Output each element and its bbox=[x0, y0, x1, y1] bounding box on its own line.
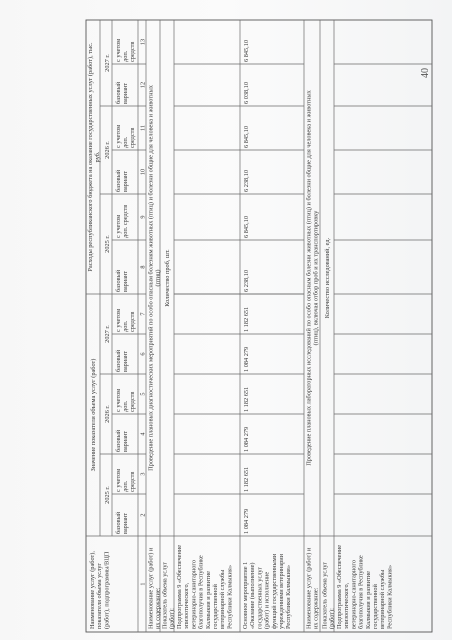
indicator1-text: Количество проб, шт. bbox=[164, 249, 171, 307]
volume-header: Значение показателя объема услуг (работ) bbox=[90, 358, 97, 472]
base-variant-header: базовый bbox=[115, 349, 122, 372]
service2-label: их содержание: bbox=[312, 587, 320, 629]
column-number: 11 bbox=[139, 124, 147, 132]
service1-label: их содержание: bbox=[154, 587, 162, 629]
column-number: 7 bbox=[139, 312, 147, 316]
subprogram1-text: государственной bbox=[212, 584, 219, 629]
measure-text: «Оказание (выполнение) bbox=[249, 562, 257, 629]
with-funds-header: доп. bbox=[122, 50, 129, 62]
with-funds-header: с учетом bbox=[115, 308, 122, 332]
subprogram2-text: Подпрограмма 9 «Обеспечение bbox=[336, 545, 343, 629]
column-number: 12 bbox=[139, 81, 147, 89]
expense-header: руб. bbox=[94, 151, 101, 163]
measure-text: функций государственными bbox=[270, 553, 278, 629]
indicator2-text: Количество исследований, ед. bbox=[324, 237, 331, 319]
column-number: 8 bbox=[139, 265, 147, 269]
year-label: 2026 г. bbox=[104, 405, 111, 423]
expense-header: Расходы республиканского бюджета на оказание государственных услуг (работ), тыс. bbox=[87, 42, 94, 272]
base-variant-header: вариант bbox=[122, 350, 129, 372]
service2-label: Наименование услуг (работ) и bbox=[305, 547, 313, 629]
with-funds-header: средств bbox=[129, 41, 136, 62]
column-number: 10 bbox=[139, 168, 147, 176]
base-variant-header: вариант bbox=[122, 170, 129, 192]
base-variant-header: вариант bbox=[122, 270, 129, 292]
col-name-header: (работ), подпрограммы/ВЦП bbox=[103, 551, 111, 629]
column-number: 2 bbox=[139, 513, 147, 517]
measure-value: 1 182 651 bbox=[243, 466, 250, 492]
base-variant-header: вариант bbox=[122, 512, 129, 534]
subprogram1-text: эпизоотического, bbox=[183, 582, 191, 629]
with-funds-header: с учетом bbox=[115, 38, 122, 62]
with-funds-header: доп. bbox=[122, 400, 129, 412]
column-number: 9 bbox=[139, 215, 147, 219]
base-variant-header: базовый bbox=[115, 429, 122, 452]
subprogram2-text: ветеринарно-санитарного bbox=[350, 560, 358, 629]
subprogram2-text: благополучия в Республике bbox=[357, 555, 365, 629]
subprogram1-text: Калмыкия и развитие bbox=[204, 571, 212, 629]
base-variant-header: вариант bbox=[122, 82, 129, 104]
base-variant-header: базовый bbox=[115, 81, 122, 104]
measure-value: 1 084 279 bbox=[243, 508, 250, 534]
base-variant-header: базовый bbox=[115, 269, 122, 292]
service1-text: Проведение плановых диагностических мероприятий по особо опасным болезням животных (птиц) и болезни общие для человека и животных bbox=[147, 85, 155, 471]
with-funds-header: с учетом bbox=[115, 468, 122, 492]
indicator1-label: (работ): bbox=[168, 608, 176, 629]
measure-text: учреждениями ветеринарии bbox=[278, 553, 285, 629]
subprogram2-text: эпизоотического, bbox=[343, 582, 351, 629]
year-label: 2027 г. bbox=[104, 54, 111, 72]
service2-text: (птиц), включая отбор проб и их транспортировку bbox=[312, 210, 320, 346]
subprogram1-text: Республики Калмыкия» bbox=[226, 565, 234, 629]
measure-value: 6 038,10 bbox=[243, 81, 250, 104]
measure-value: 6 845,10 bbox=[243, 125, 250, 148]
measure-value: 6 845,10 bbox=[243, 39, 250, 62]
measure-text: государственных услуг bbox=[256, 566, 264, 629]
year-label: 2025 г. bbox=[104, 486, 111, 504]
measure-value: 1 182 651 bbox=[243, 386, 250, 412]
service2-text: Проведение плановых лабораторных исследований по особо опасным болезни животных (птиц) и болезни общие для человека и животных bbox=[305, 90, 313, 466]
subprogram2-text: Республики Калмыкия» bbox=[386, 565, 394, 629]
measure-text: (работ) и исполнение bbox=[263, 571, 271, 629]
with-funds-header: средств bbox=[129, 391, 136, 412]
base-variant-header: базовый bbox=[115, 511, 122, 534]
subprogram1-text: ветеринарной службы bbox=[219, 569, 227, 629]
measure-value: 6 238,10 bbox=[243, 169, 250, 192]
column-number: 4 bbox=[139, 432, 147, 436]
indicator2-label: (работ): bbox=[328, 608, 336, 629]
page-number: 40 bbox=[420, 68, 431, 78]
col-name-header: показателя объема услуг bbox=[96, 563, 104, 629]
year-label: 2025 г. bbox=[104, 235, 111, 253]
with-funds-header: с учетом bbox=[115, 124, 122, 148]
subprogram1-text: благополучия в Республике bbox=[197, 555, 205, 629]
with-funds-header: доп. средств bbox=[122, 204, 129, 238]
column-number: 13 bbox=[139, 38, 147, 46]
year-label: 2026 г. bbox=[104, 141, 111, 159]
measure-value: 1 182 651 bbox=[243, 306, 250, 332]
column-number: 5 bbox=[139, 392, 147, 396]
year-label: 2027 г. bbox=[104, 325, 111, 343]
subprogram2-text: ветеринарной службы bbox=[379, 569, 387, 629]
subprogram1-text: Подпрограмма 9 «Обеспечение bbox=[176, 545, 183, 629]
with-funds-header: средств bbox=[129, 471, 136, 492]
col-name-header: Наименование услуг (работ), bbox=[89, 551, 96, 629]
subprogram2-text: Калмыкия и развитие bbox=[364, 571, 372, 629]
with-funds-header: доп. bbox=[122, 136, 129, 148]
measure-value: 1 084 279 bbox=[243, 426, 250, 452]
base-variant-header: вариант bbox=[122, 430, 129, 452]
with-funds-header: доп. bbox=[122, 480, 129, 492]
indicator1-label: Показатель объема услуг bbox=[161, 561, 169, 629]
column-number: 3 bbox=[139, 472, 147, 476]
column-number: 6 bbox=[139, 352, 147, 356]
measure-text: Республики Калмыкия» bbox=[285, 565, 293, 629]
subprogram2-text: государственной bbox=[372, 584, 379, 629]
service1-text: (птиц) bbox=[154, 269, 162, 287]
subprogram1-text: ветеринарно-санитарного bbox=[190, 560, 198, 629]
with-funds-header: средств bbox=[129, 311, 136, 332]
indicator2-label: Показатель объема услуг bbox=[321, 561, 329, 629]
base-variant-header: базовый bbox=[115, 169, 122, 192]
measure-value: 1 084 279 bbox=[243, 346, 250, 372]
measure-value: 6 238,10 bbox=[243, 269, 250, 292]
with-funds-header: с учетом bbox=[115, 388, 122, 412]
measure-value: 6 845,10 bbox=[243, 215, 250, 238]
service1-label: Наименование услуг (работ) и bbox=[147, 547, 155, 629]
with-funds-header: доп. bbox=[122, 320, 129, 332]
with-funds-header: с учетом bbox=[115, 214, 122, 238]
with-funds-header: средств bbox=[129, 127, 136, 148]
measure-text: Основное мероприятие 1 bbox=[242, 561, 249, 629]
column-number: 1 bbox=[139, 582, 147, 586]
